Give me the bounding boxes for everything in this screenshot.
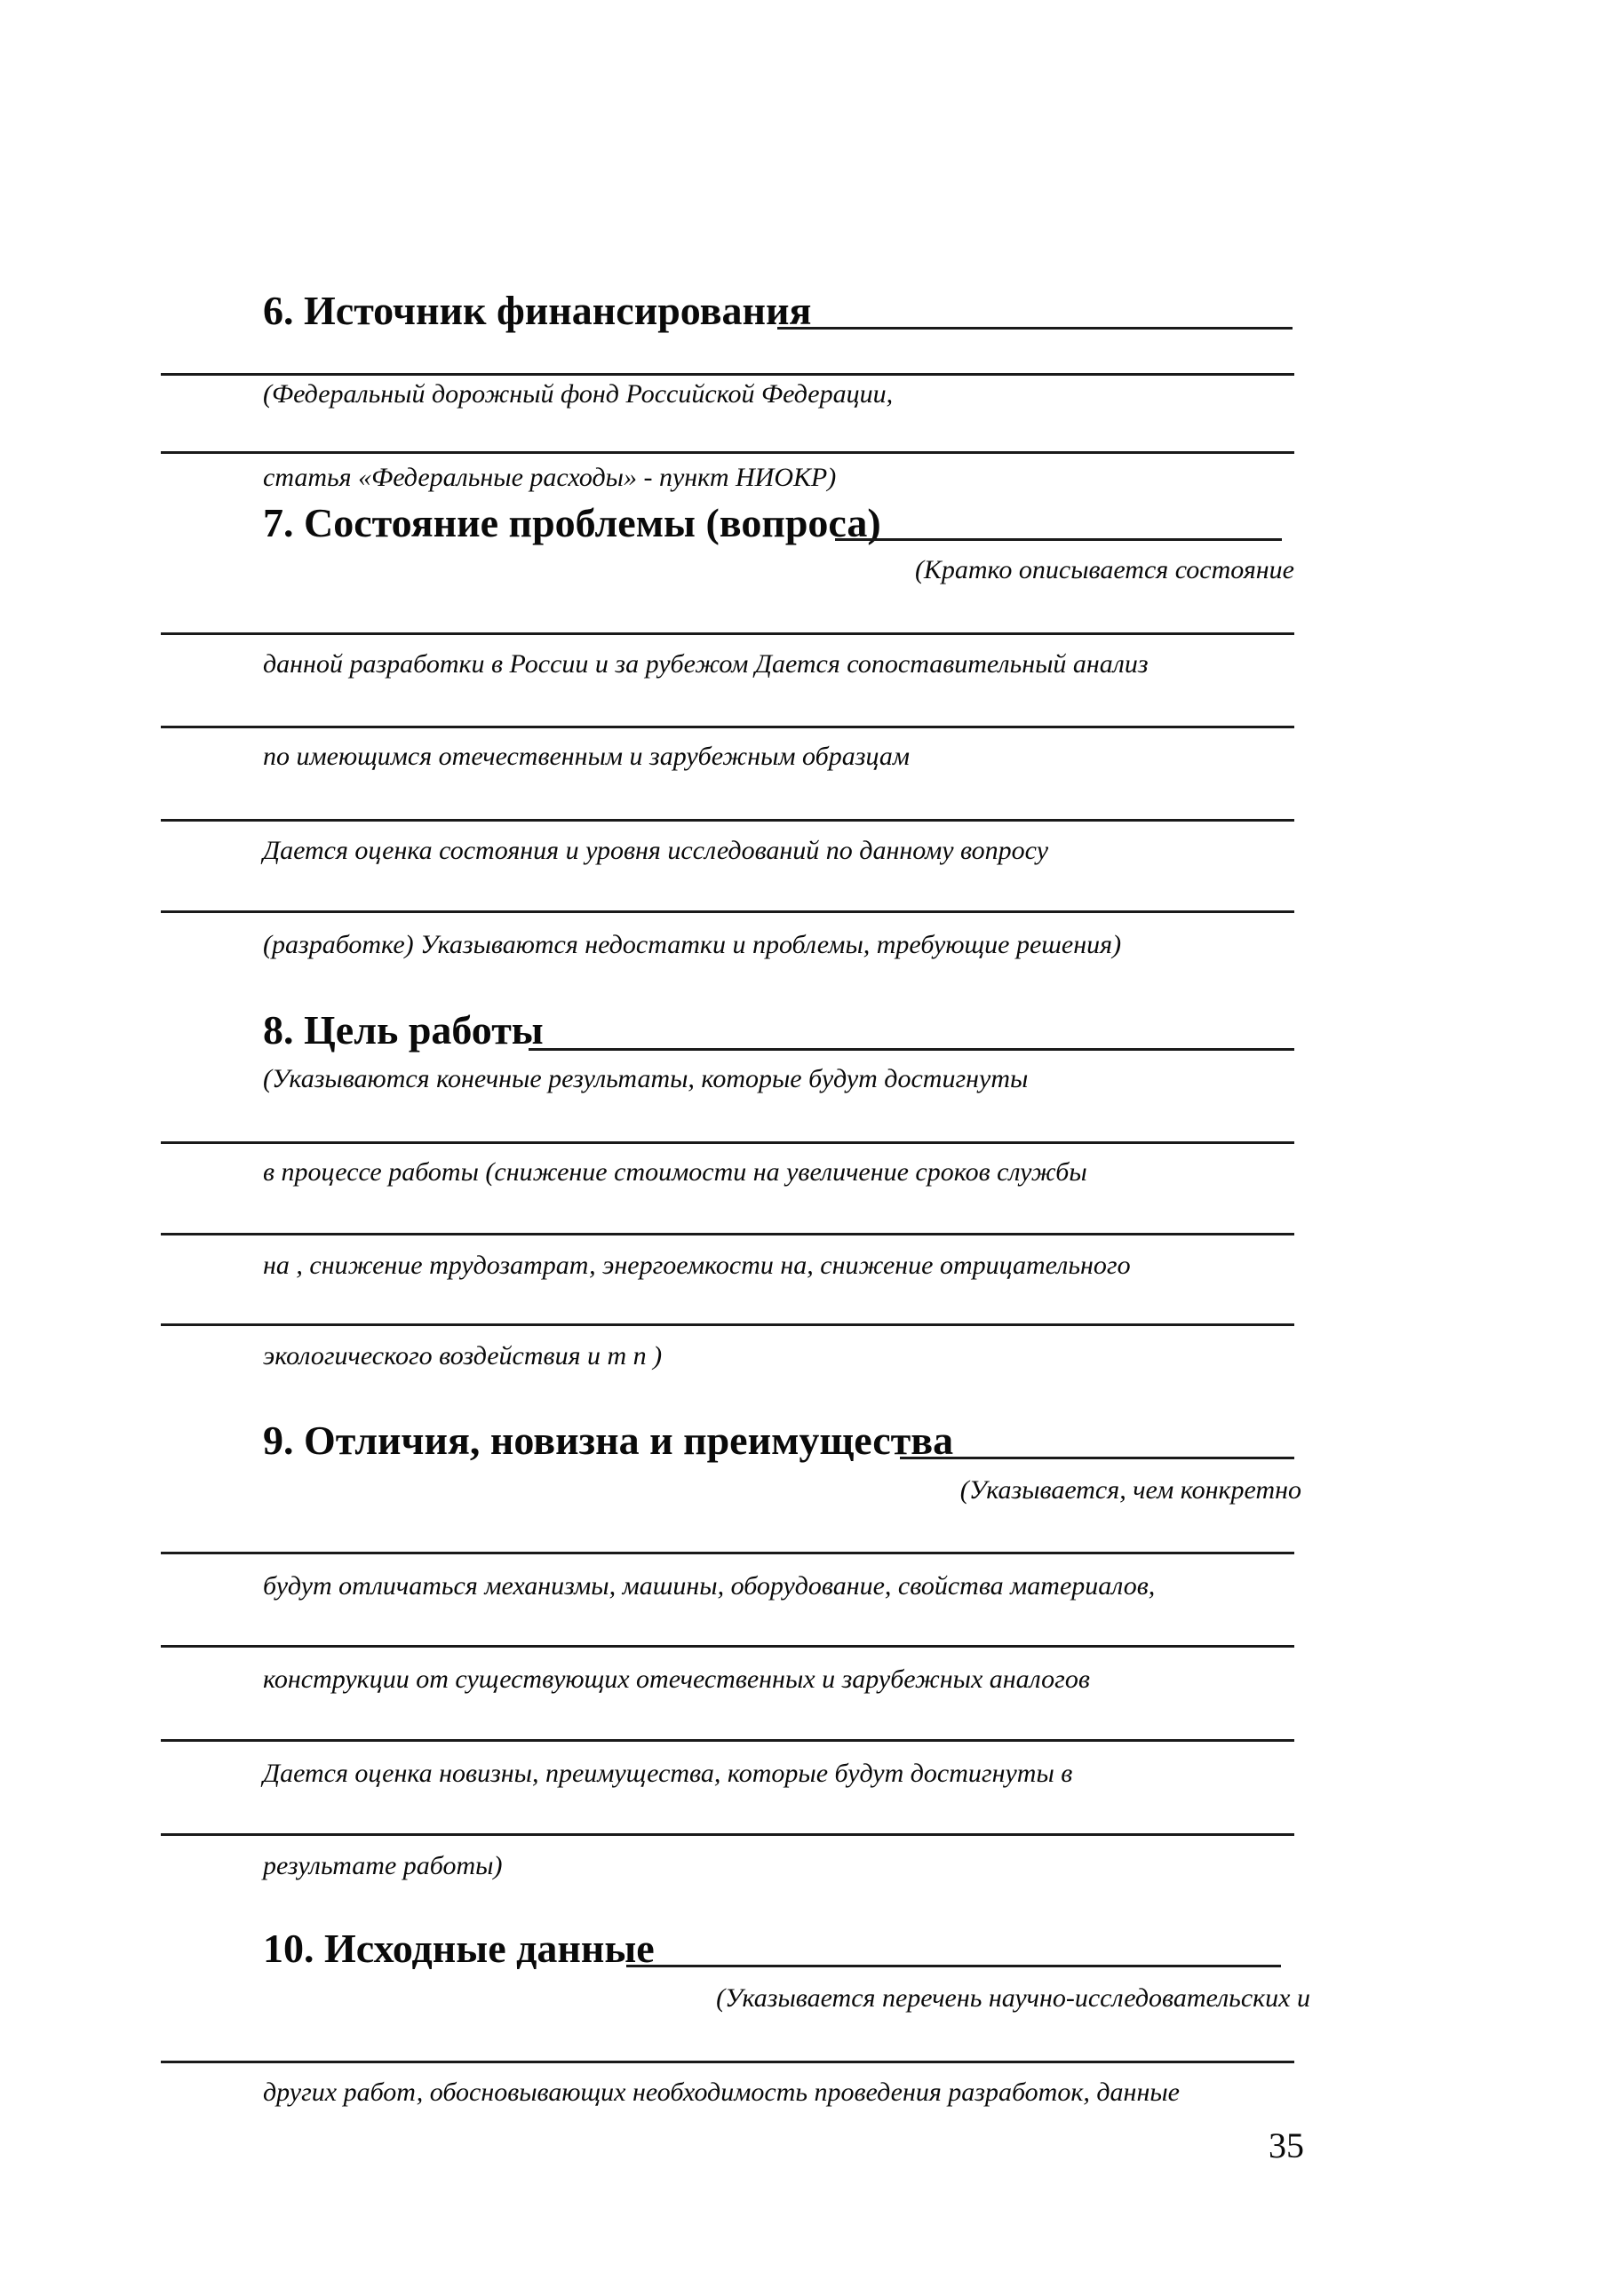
form-fill-line — [161, 2061, 1294, 2063]
form-fill-line — [161, 1739, 1294, 1742]
section-8-heading-fill-line — [529, 1048, 1294, 1051]
section-10-line-1: (Указывается перечень научно-исследовательских и — [716, 1983, 1310, 2013]
section-6-line-1: (Федеральный дорожный фонд Российской Федерации, — [263, 379, 894, 409]
section-7-line-1: (Кратко описывается состояние — [914, 555, 1294, 584]
section-7-heading-fill-line — [835, 538, 1282, 541]
form-fill-line — [161, 1233, 1294, 1235]
section-6-heading: 6. Источник финансирования — [263, 288, 812, 333]
section-9-line-4: Дается оценка новизны, преимущества, которые будут достигнуты в — [263, 1759, 1073, 1788]
section-10-line-2: других работ, обосновывающих необходимость проведения разработок, данные — [263, 2078, 1180, 2107]
form-fill-line — [161, 1323, 1294, 1326]
section-9-line-1: (Указывается, чем конкретно — [959, 1475, 1301, 1505]
section-6-line-2: статья «Федеральные расходы» - пункт НИОКР) — [263, 463, 837, 492]
section-10-heading: 10. Исходные данные — [263, 1926, 655, 1971]
section-8-heading: 8. Цель работы — [263, 1007, 544, 1053]
section-7-heading: 7. Состояние проблемы (вопроса) — [263, 500, 881, 545]
form-fill-line — [161, 373, 1294, 376]
form-fill-line — [161, 1833, 1294, 1836]
section-8-line-4: экологического воздействия и т п ) — [263, 1341, 663, 1370]
section-7-line-4: Дается оценка состояния и уровня исследований по данному вопросу — [263, 836, 1049, 865]
form-fill-line — [161, 1645, 1294, 1648]
section-8-line-3: на , снижение трудозатрат, энергоемкости на, снижение отрицательного — [263, 1251, 1131, 1280]
section-9-heading: 9. Отличия, новизна и преимущества — [263, 1418, 954, 1463]
section-9-line-5: результате работы) — [263, 1851, 503, 1880]
page-number: 35 — [1269, 2125, 1304, 2165]
section-7-line-2: данной разработки в России и за рубежом Дается сопоставительный анализ — [263, 649, 1149, 679]
section-9-heading-fill-line — [900, 1457, 1294, 1459]
section-7-line-3: по имеющимся отечественным и зарубежным образцам — [263, 742, 910, 771]
section-7-line-5: (разработке) Указываются недостатки и проблемы, требующие решения) — [263, 930, 1122, 959]
form-fill-line — [161, 632, 1294, 635]
form-fill-line — [161, 910, 1294, 913]
section-9-line-3: конструкции от существующих отечественных и зарубежных аналогов — [263, 1664, 1090, 1694]
form-fill-line — [161, 1141, 1294, 1144]
form-fill-line — [161, 451, 1294, 454]
form-fill-line — [161, 1552, 1294, 1554]
section-10-heading-fill-line — [626, 1965, 1281, 1967]
section-6-heading-fill-line — [777, 327, 1293, 330]
section-8-line-1: (Указываются конечные результаты, которые будут достигнуты — [263, 1064, 1029, 1093]
form-fill-line — [161, 819, 1294, 822]
section-9-line-2: будут отличаться механизмы, машины, оборудование, свойства материалов, — [263, 1571, 1156, 1601]
form-fill-line — [161, 726, 1294, 728]
section-8-line-2: в процессе работы (снижение стоимости на увеличение сроков службы — [263, 1157, 1087, 1187]
